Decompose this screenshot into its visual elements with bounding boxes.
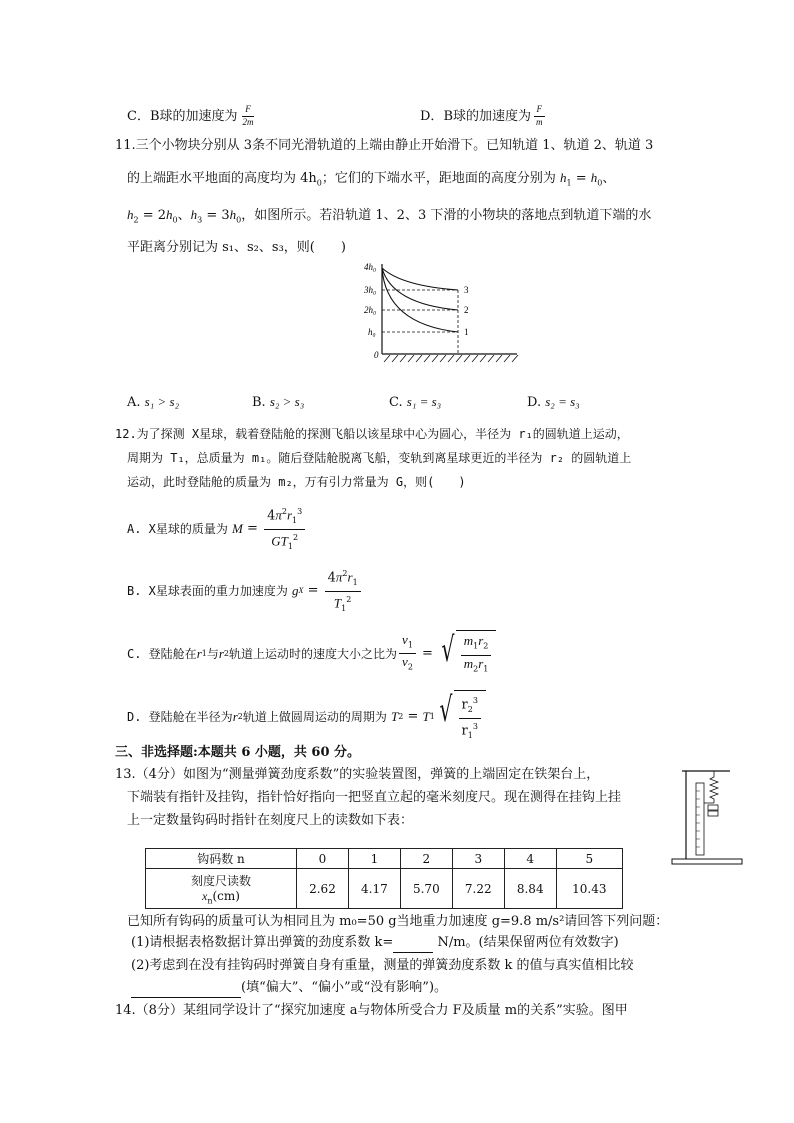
section-3-title: 三、非选择题:本题共 6 小题，共 60 分。	[115, 745, 361, 760]
q12-a-formula: $\frac{4\pi^2r_1^3}{GT_1^2}$	[264, 504, 305, 555]
table-row	[146, 869, 623, 909]
table-cell: 7.22	[452, 869, 504, 909]
q12-d-sqrt: √ $\frac{r_2^3}{r_1^3}$	[435, 690, 486, 744]
track-label-1: 1	[464, 327, 469, 337]
q12-option-b: B. X星球表面的重力加速度为 g X = $\frac{4\pi^2r_1}{T_1^2}$	[127, 566, 363, 617]
table-cell: 2.62	[297, 869, 349, 909]
track-label-2: 2	[464, 305, 469, 315]
q11-track-figure	[362, 258, 522, 366]
q10-option-d: D．B球的加速度为 $\frac{F}{m}$	[420, 104, 548, 129]
q11-line4: 平距离分别记为 s₁、s₂、s₃，则( )	[127, 240, 346, 255]
label-4h0: 4h₀	[364, 262, 377, 272]
q11-option-a: A. s₁ > s₂	[127, 394, 180, 410]
q13-line7: (填“偏大”、“偏小”或“没有影响”)。	[131, 979, 447, 998]
track-label-3: 3	[464, 285, 469, 295]
base	[672, 859, 742, 864]
q13-line2: 下端装有指针及挂钩，指针恰好指向一把竖直立起的毫米刻度尺。现在测得在挂钩上挂	[127, 790, 622, 805]
label-2h0: 2h₀	[364, 305, 377, 315]
ground-hatch	[384, 355, 518, 362]
header-cell: 钩码数 n	[146, 849, 297, 869]
q13-line1: 13.（4分）如图为“测量弹簧劲度系数”的实验装置图，弹簧的上端固定在铁架台上，	[115, 767, 600, 782]
q10-d-fraction: $\frac{F}{m}$	[533, 104, 546, 129]
q11-option-c: C. s₁ = s₃	[389, 394, 442, 410]
q13-line4: 已知所有钩码的质量可认为相同且为 m₀=50 g当地重力加速度 g=9.8 m/s²请回答下列问题：	[127, 914, 669, 929]
ruler	[696, 783, 704, 855]
q12-option-a: A. X星球的质量为 M = $\frac{4\pi^2r_1^3}{GT_1^2}$	[127, 504, 307, 555]
weight-1	[708, 805, 718, 810]
label-zero: 0	[374, 350, 379, 360]
q12-option-d: D. 登陆舱在半径为 r 2 轨道上做圆周运动的周期为 T 2 = T 1 √ $\frac{r_2^3}{r_1^3}$	[127, 690, 486, 744]
q12-option-c: C. 登陆舱在 r 1 与 r 2 轨道上运动时的速度大小之比为 $\frac{v_1}{v_2}$ = √ $\frac{m_1r_2}{m_2r_1}$	[127, 630, 496, 677]
q12-line3: 运动，此时登陆舱的质量为 m₂，万有引力常量为 G，则( )	[127, 475, 466, 489]
table-cell: 8.84	[504, 869, 556, 909]
answer-blank-k[interactable]	[393, 934, 433, 953]
q12-b-formula: $\frac{4\pi^2r_1}{T_1^2}$	[325, 566, 361, 617]
q12-c-sqrt: √ $\frac{m_1r_2}{m_2r_1}$	[437, 630, 496, 677]
table-cell: 5.70	[400, 869, 452, 909]
table-cell: 2	[400, 849, 452, 869]
answer-blank-compare[interactable]	[131, 979, 241, 998]
q10-c-fraction: $\frac{F}{2m}$	[242, 104, 254, 127]
table-row	[146, 849, 623, 869]
label-h0: h₀	[368, 327, 376, 337]
track-1	[382, 268, 458, 332]
q12-line1: 12.为了探测 X星球，载着登陆舱的探测飞船以该星球中心为圆心，半径为 r₁的圆轨道上运动，	[115, 427, 629, 441]
table-cell: 4.17	[348, 869, 400, 909]
header-cell: 刻度尺读数 $x_n(cm)$	[146, 869, 297, 909]
q11-line1: 11.三个小物块分别从 3条不同光滑轨道的上端由静止开始滑下。已知轨道 1、轨道 2、轨道 3	[115, 138, 654, 153]
table-cell: 3	[452, 849, 504, 869]
table-cell: 5	[556, 849, 622, 869]
table-cell: 4	[504, 849, 556, 869]
spring-apparatus-figure	[668, 763, 748, 868]
q13-data-table	[145, 848, 623, 909]
q11-option-d: D. s₂ = s₃	[527, 394, 580, 410]
table-cell: 10.43	[556, 869, 622, 909]
weight-2	[708, 811, 718, 816]
q13-line5: (1)请根据表格数据计算出弹簧的劲度系数 k= N/m。(结果保留两位有效数字)	[131, 934, 619, 953]
q14-line1: 14.（8分）某组同学设计了“探究加速度 a与物体所受合力 F及质量 m的关系”实验。图甲	[115, 1003, 628, 1018]
q12-line2: 周期为 T₁，总质量为 m₁。随后登陆舱脱离飞船，变轨到离星球更近的半径为 r₂ 的圆轨道上	[127, 451, 632, 465]
q10-option-c: C．B球的加速度为 $\frac{F}{2m}$	[127, 104, 259, 129]
table-cell: 1	[348, 849, 400, 869]
q11-option-b: B. s₂ > s₃	[252, 394, 305, 410]
table-cell: 0	[297, 849, 349, 869]
q13-line3: 上一定数量钩码时指针在刻度尺上的读数如下表：	[127, 813, 414, 828]
spring	[710, 771, 718, 803]
q11-line3: $h_2 = 2h_0$、$h_3 = 3h_0$，如图所示。若沿轨道 1、2、3 下滑的小物块的落地点到轨道下端的水	[127, 207, 652, 225]
label-3h0: 3h₀	[364, 285, 377, 295]
q11-line2: 的上端距水平地面的高度均为 $4h_0$；它们的下端水平，距地面的高度分别为 $h_1 = h_0$、	[127, 170, 616, 188]
q13-line6: (2)考虑到在没有挂钩码时弹簧自身有重量，测量的弹簧劲度系数 k 的值与真实值相比较	[131, 958, 634, 973]
